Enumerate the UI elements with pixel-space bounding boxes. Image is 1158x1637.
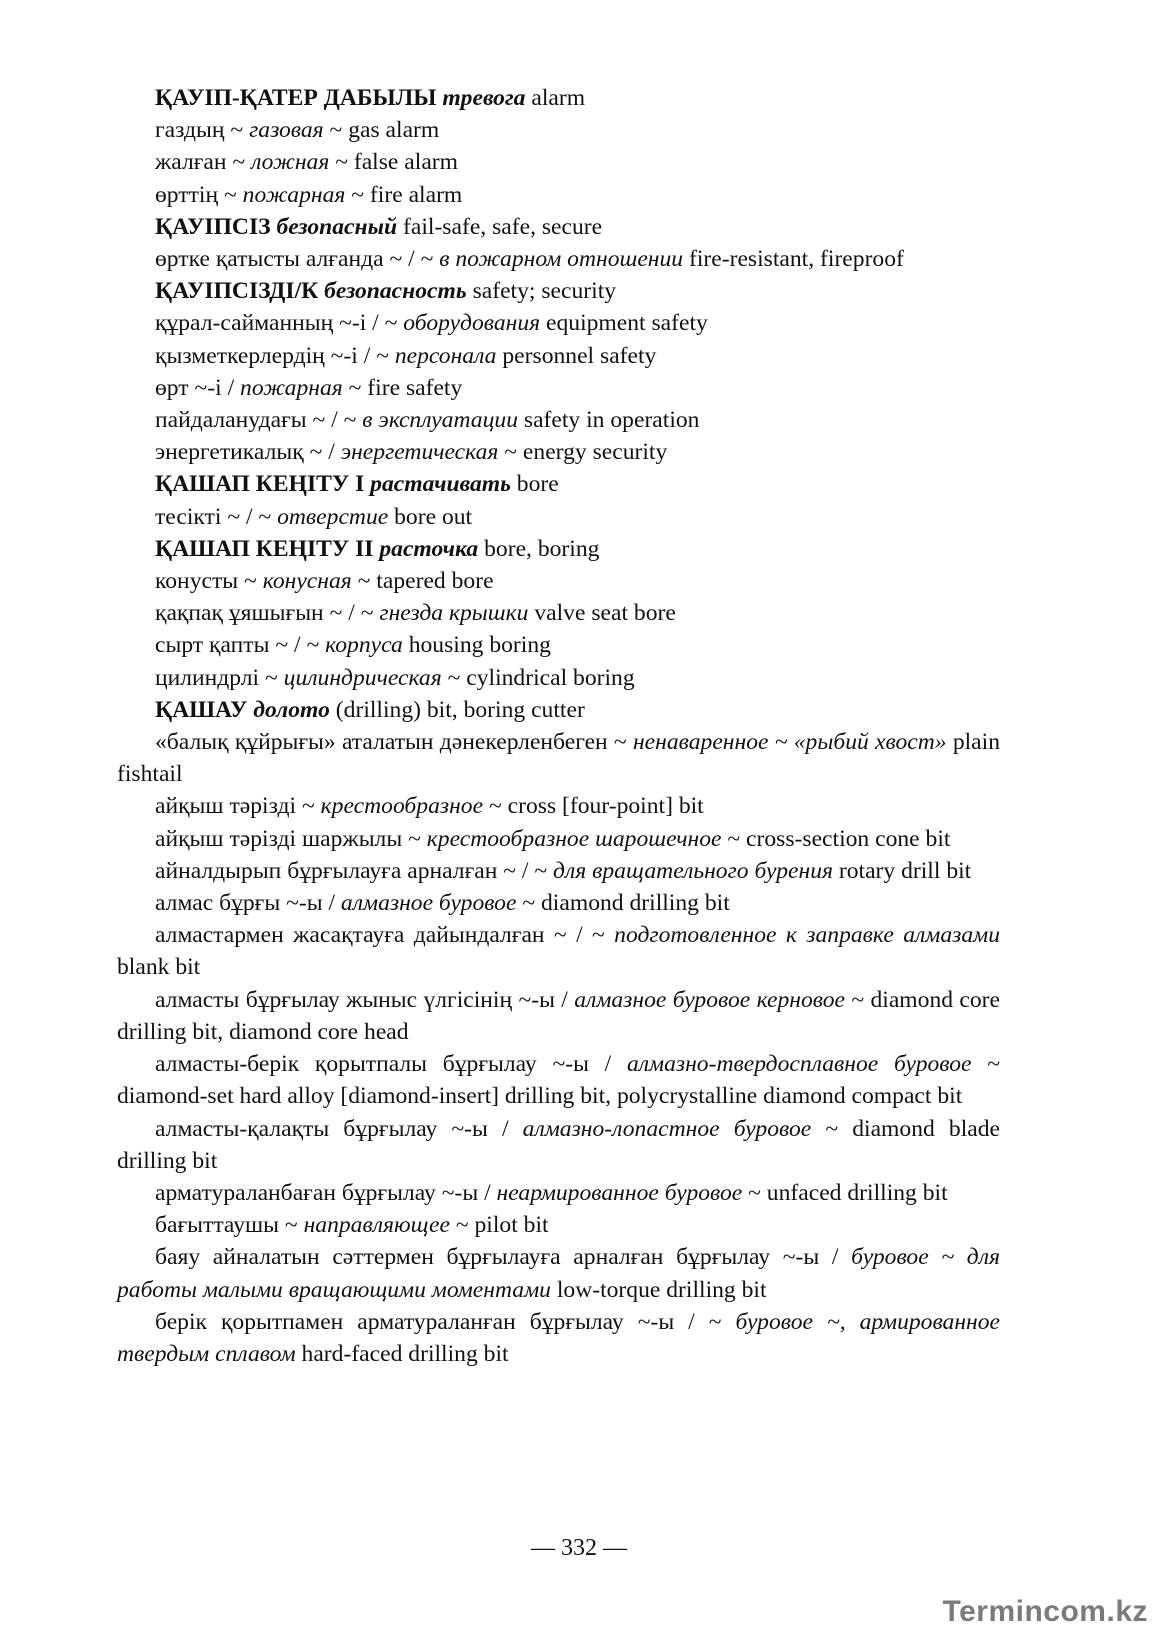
entry-russian-term: неармированное буровое — [496, 1179, 743, 1206]
entry-russian-term: крестообразное шарошечное — [426, 825, 722, 852]
entry-russian-term: энергетическая — [340, 439, 499, 466]
entry-text: ~ pilot bit — [449, 1212, 549, 1239]
entry-russian-term: в пожарном отношении — [439, 246, 684, 273]
entry-russian-term: алмазно-твердосплавное буровое — [626, 1051, 972, 1078]
entry-text: бағыттаушы ~ — [155, 1212, 304, 1239]
entry-text: bore — [510, 471, 559, 498]
entry-headword: ҚАУІП-ҚАТЕР ДАБЫЛЫ — [155, 85, 443, 111]
entry-russian-term: безопасность — [324, 278, 467, 305]
entry-russian-term: ненаваренное ~ «рыбий хвост» — [632, 729, 947, 756]
dictionary-entry — [117, 1241, 1000, 1305]
entry-russian-term: буровое ~, армированное твердым сплавом — [117, 1308, 1001, 1367]
entry-text: ~ diamond blade drilling bit — [117, 1115, 1000, 1174]
entry-text: айналдырып бұрғылауға арналған ~ / ~ — [155, 857, 554, 884]
entry-russian-term: оборудования — [403, 310, 541, 337]
entry-russian-term: цилиндрическая — [283, 664, 442, 691]
entry-russian-term: алмазное буровое керновое — [574, 986, 845, 1013]
dictionary-entry — [117, 114, 1000, 146]
entry-russian-term: отверстие — [277, 503, 389, 530]
dictionary-entry — [117, 211, 1000, 243]
entry-russian-term: гнезда крышки — [379, 600, 529, 627]
entry-text: жалған ~ — [155, 149, 252, 176]
dictionary-entry — [117, 855, 1000, 887]
entry-text: ~ false alarm — [329, 149, 459, 176]
dictionary-entry — [117, 887, 1000, 919]
dictionary-entry — [117, 82, 1000, 114]
dictionary-entry — [117, 823, 1000, 855]
entry-headword: ҚАУІПСІЗ — [155, 213, 277, 240]
dictionary-entry — [117, 1177, 1000, 1209]
entry-russian-term: буровое ~ для работы малыми вращающими моментами — [117, 1244, 1000, 1303]
entry-text: өрт ~-і / — [155, 374, 241, 401]
entry-text: алмасты-берік қорытпалы бұрғылау ~-ы / — [155, 1051, 627, 1078]
entry-text: ~ fire safety — [342, 374, 463, 401]
entry-russian-term: корпуса — [325, 632, 403, 659]
entry-text: алмастармен жасақтауға дайындалған ~ / ~ — [155, 922, 615, 949]
dictionary-entry — [117, 533, 1000, 565]
dictionary-entry — [117, 597, 1000, 629]
dictionary-entry — [117, 468, 1000, 500]
entry-russian-term: пожарная — [240, 374, 343, 401]
watermark-logo: Termincom.kz — [942, 1595, 1148, 1628]
entry-text: fail-safe, safe, secure — [397, 213, 603, 240]
entry-text: қақпақ ұяшығын ~ / ~ — [155, 600, 380, 627]
entry-text: ~ diamond-set hard alloy [diamond-insert] drilling bit, polycrystalline diamond compact bit — [117, 1051, 1000, 1110]
dictionary-entry — [117, 565, 1000, 597]
entry-text: fire-resistant, fireproof — [683, 246, 904, 273]
dictionary-entry — [117, 790, 1000, 822]
entry-text: арматураланбаған бұрғылау ~-ы / — [155, 1179, 497, 1206]
dictionary-entry — [117, 694, 1000, 726]
entry-text: ~ unfaced drilling bit — [742, 1179, 948, 1206]
dictionary-entry — [117, 1048, 1000, 1112]
entry-text: тесікті ~ / ~ — [155, 503, 278, 530]
entry-russian-term: для вращательного бурения — [553, 857, 833, 884]
entry-headword: ҚАШАУ — [155, 696, 254, 723]
entry-text: қызметкерлердің ~-і / ~ — [155, 342, 395, 369]
dictionary-entry — [117, 919, 1000, 983]
entry-russian-term: безопасный — [276, 213, 398, 240]
entry-text: ~ cross-section cone bit — [721, 825, 951, 852]
entry-text: safety; security — [466, 278, 617, 305]
dictionary-entry — [117, 179, 1000, 211]
entry-text: hard-faced drilling bit — [295, 1340, 509, 1367]
entry-russian-term: направляющее — [303, 1212, 450, 1239]
entry-text: blank bit — [117, 954, 201, 981]
entry-text: bore out — [388, 503, 473, 530]
entry-russian-term: ложная — [251, 149, 330, 176]
entry-russian-term: газовая — [249, 117, 324, 144]
entry-text: құрал-сайманның ~-і / ~ — [155, 310, 404, 337]
entry-text: housing boring — [402, 632, 551, 659]
entry-text: ~ cross [four-point] bit — [483, 793, 704, 820]
entry-text: айқыш тәрізді шаржылы ~ — [155, 825, 427, 852]
entry-russian-term: персонала — [394, 342, 497, 369]
entry-text: ~ fire alarm — [345, 181, 463, 208]
entry-text: ~ energy security — [498, 439, 668, 466]
dictionary-entry — [117, 340, 1000, 372]
dictionary-entry — [117, 307, 1000, 339]
entry-text: алмасты бұрғылау жыныс үлгісінің ~-ы / — [155, 986, 575, 1013]
entry-russian-term: расточка — [379, 535, 479, 562]
dictionary-entry — [117, 501, 1000, 533]
entry-text: (drilling) bit, boring cutter — [329, 696, 585, 723]
entry-russian-term: конусная — [262, 568, 352, 595]
entry-text: ~ diamond core drilling bit, diamond core head — [117, 986, 1001, 1045]
entry-text: алмасты-қалақты бұрғылау ~-ы / — [155, 1115, 523, 1142]
dictionary-entry — [117, 984, 1000, 1048]
entry-text: rotary drill bit — [832, 857, 972, 884]
dictionary-entry — [117, 243, 1000, 275]
entry-text: пайдаланудағы ~ / ~ — [155, 407, 363, 434]
entry-text: өртке қатысты алғанда ~ / ~ — [155, 246, 440, 273]
entry-text: баяу айналатын сәттермен бұрғылауға арналған бұрғылау ~-ы / — [155, 1244, 852, 1271]
entry-text: ~ cylindrical boring — [441, 664, 635, 691]
dictionary-entry — [117, 275, 1000, 307]
entry-text: өрттің ~ — [155, 181, 243, 208]
entry-text: газдың ~ — [155, 117, 250, 144]
entry-text: ~ gas alarm — [323, 117, 440, 144]
entry-headword: ҚАШАП КЕҢІТУ I — [155, 471, 371, 498]
entry-text: low-torque drilling bit — [550, 1276, 767, 1303]
entry-text: ~ diamond drilling bit — [516, 890, 730, 917]
entry-headword: ҚАШАП КЕҢІТУ II — [155, 535, 380, 562]
entry-headword: ҚАУІПСІЗДІ/К — [155, 278, 325, 305]
dictionary-entry — [117, 404, 1000, 436]
entry-text: сырт қапты ~ / ~ — [155, 632, 326, 659]
entry-text: plain fishtail — [117, 729, 1000, 788]
dictionary-entry — [117, 1209, 1000, 1241]
entry-text: ~ tapered bore — [351, 568, 494, 595]
entry-russian-term: тревога — [442, 85, 526, 111]
entry-text: энергетикалық ~ / — [155, 439, 341, 466]
entry-text: valve seat bore — [528, 600, 676, 627]
entry-text: айқыш тәрізді ~ — [155, 793, 321, 820]
dictionary-entry — [117, 629, 1000, 661]
entry-russian-term: растачивать — [370, 471, 511, 498]
entry-text: цилиндрлі ~ — [155, 664, 284, 691]
entry-russian-term: подготовленное к заправке алмазами — [614, 922, 1000, 949]
entry-text: safety in operation — [518, 407, 700, 434]
entry-text: берік қорытпамен арматураланған бұрғылау ~-ы / ~ — [155, 1308, 736, 1335]
dictionary-entry — [117, 146, 1000, 178]
entry-text: конусты ~ — [155, 568, 263, 595]
entry-russian-term: долото — [253, 696, 330, 723]
dictionary-entry — [117, 436, 1000, 468]
dictionary-entry — [117, 662, 1000, 694]
entry-russian-term: алмазно-лопастное буровое — [522, 1115, 812, 1142]
dictionary-entry — [117, 372, 1000, 404]
entry-text: personnel safety — [496, 342, 657, 369]
page-number: — 332 — — [531, 1535, 627, 1561]
dictionary-entry — [117, 1113, 1000, 1177]
entry-russian-term: алмазное буровое — [340, 890, 517, 917]
entry-text: alarm — [525, 85, 586, 111]
entry-russian-term: в эксплуатации — [362, 407, 518, 434]
dictionary-entries — [117, 82, 1000, 1370]
entry-text: алмас бұрғы ~-ы / — [155, 890, 341, 917]
entry-text: bore, boring — [478, 535, 600, 562]
entry-russian-term: крестообразное — [320, 793, 484, 820]
dictionary-entry — [117, 1306, 1000, 1370]
entry-russian-term: пожарная — [242, 181, 346, 208]
entry-text: equipment safety — [540, 310, 708, 337]
dictionary-entry — [117, 726, 1000, 790]
entry-text: «балық құйрығы» аталатын дәнекерленбеген ~ — [155, 729, 633, 756]
